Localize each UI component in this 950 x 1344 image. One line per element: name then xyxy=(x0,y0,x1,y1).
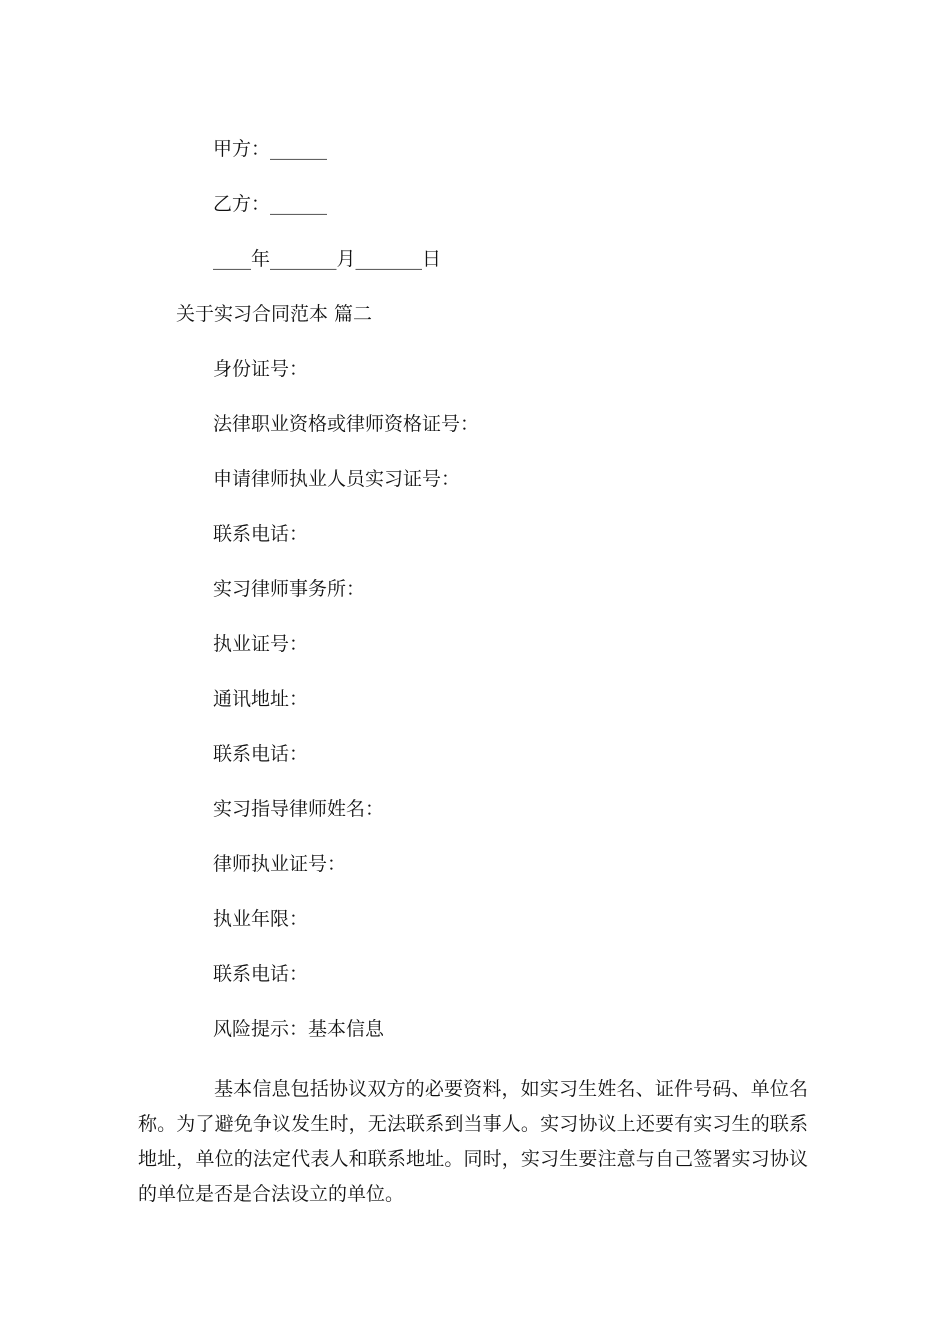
field-phone-3: 联系电话： xyxy=(213,963,309,985)
risk-paragraph: 基本信息包括协议双方的必要资料，如实习生姓名、证件号码、单位名称。为了避免争议发生时，无法联系到当事人。实习协议上还要有实习生的联系地址，单位的法定代表人和联系地址。同时，实习生要注意与自己签署实习协议的单位是否是合法设立的单位。 xyxy=(138,1078,808,1205)
field-law-firm: 实习律师事务所： xyxy=(213,578,366,600)
field-mailing-address: 通讯地址： xyxy=(213,688,309,710)
field-supervisor-name: 实习指导律师姓名： xyxy=(213,798,385,820)
field-practice-license: 执业证号： xyxy=(213,633,309,655)
section-title: 关于实习合同范本 篇二 xyxy=(176,303,373,325)
field-intern-certificate: 申请律师执业人员实习证号： xyxy=(213,468,461,490)
party-a-line: 甲方：______ xyxy=(213,138,328,160)
date-line: ____年_______月_______日 xyxy=(213,248,442,270)
field-id-number: 身份证号： xyxy=(213,358,309,380)
field-phone-1: 联系电话： xyxy=(213,523,309,545)
field-legal-qualification: 法律职业资格或律师资格证号： xyxy=(213,413,480,435)
risk-title: 风险提示：基本信息 xyxy=(213,1018,385,1040)
field-phone-2: 联系电话： xyxy=(213,743,309,765)
field-supervisor-license: 律师执业证号： xyxy=(213,853,347,875)
party-b-line: 乙方：______ xyxy=(213,193,328,215)
field-practice-years: 执业年限： xyxy=(213,908,309,930)
